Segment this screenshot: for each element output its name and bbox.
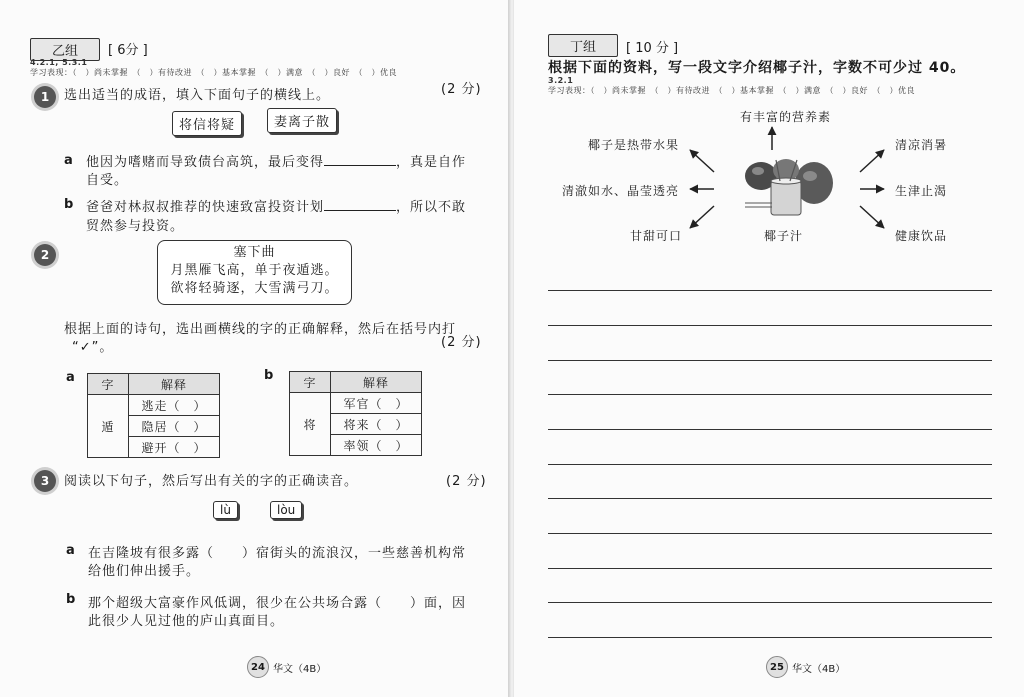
page-number-badge: 24 [247,656,269,678]
table-a-option-2[interactable]: 隐居（ ） [129,416,220,437]
q1-b-blank[interactable] [324,198,396,211]
arrow-upright-icon [860,150,884,172]
q2-points: (2 分) [441,335,482,350]
group-label: 丁组 [548,34,618,57]
q1-points: (2 分) [441,82,482,97]
left-page [0,0,510,697]
mindmap-graphics [514,0,1024,260]
q3-b-line1: 那个超级大富豪作风低调，很少在公共场合露（ ）面，因 [88,596,467,611]
score-label: [ 6分 ] [108,43,148,58]
q3-a-line1: 在吉隆坡有很多露（ ）宿街头的流浪汉，一些慈善机构常 [88,546,467,561]
table-a-head-char: 字 [88,374,129,395]
mindmap-top: 有丰富的营养素 [740,110,832,124]
task-instruction: 根据下面的资料，写一段文字介绍椰子汁，字数不可少过 40。 [548,60,966,76]
word-option-1: 将信将疑 [172,111,242,136]
mindmap-right-top: 清凉消暑 [895,138,948,152]
table-a-char: 遁 [88,395,129,458]
writing-line[interactable] [548,325,992,326]
pinyin-option-2: lòu [270,501,302,519]
q3-b-label: b [66,592,76,607]
table-b-option-2[interactable]: 将来（ ） [331,414,422,435]
q1-a-line2: 自受。 [86,173,129,188]
q3-a-line2: 给他们伸出援手。 [88,564,201,579]
q2-prompt-line2: “✓”。 [72,340,114,355]
table-b-option-3[interactable]: 率领（ ） [331,435,422,456]
mindmap-center: 椰子汁 [764,229,804,243]
table-b-head-char: 字 [290,372,331,393]
poem-box [157,240,352,305]
table-a-label: a [66,370,75,385]
rating-row: 学习表现：（ ）尚未掌握 （ ）有待改进 （ ）基本掌握 （ ）满意 （ ）良好 （ ）优良 [548,86,915,95]
mindmap-left-mid: 清澈如水、晶莹透亮 [562,184,680,198]
q1-b-line2: 贸然参与投资。 [86,219,185,234]
table-a-option-1[interactable]: 逃走（ ） [129,395,220,416]
right-page [514,0,1024,697]
arrow-downleft-icon [690,206,714,228]
mindmap-left-top: 椰子是热带水果 [588,138,680,152]
q3-prompt: 阅读以下句子，然后写出有关的字的正确读音。 [64,474,359,489]
q2-prompt-line1: 根据上面的诗句，选出画横线的字的正确解释，然后在括号内打 [64,322,457,337]
writing-line[interactable] [548,602,992,603]
standard-codes: 4.2.1, 5.3.1 [30,58,88,67]
mindmap-left-bottom: 甘甜可口 [630,229,683,243]
table-b-option-1[interactable]: 军官（ ） [331,393,422,414]
mindmap-right-mid: 生津止渴 [895,184,948,198]
arrow-upleft-icon [690,150,714,172]
page-number-badge: 25 [766,656,788,678]
q1-a-text-post: ，真是自作 [396,155,467,170]
q1-a-line1 [86,151,466,170]
score-label: [ 10 分 ] [626,41,679,56]
writing-line[interactable] [548,290,992,291]
group-label: 乙组 [30,38,100,61]
writing-line[interactable] [548,429,992,430]
table-b-head-explain: 解释 [331,372,422,393]
poem-line-2: 欲将轻骑逐，大雪满弓刀。 [170,281,339,296]
q1-a-blank[interactable] [324,153,396,166]
arrow-downright-icon [860,206,884,228]
q1-b-label: b [64,197,74,212]
coconut-juice-icon [745,159,833,215]
writing-line[interactable] [548,360,992,361]
question-number-2: 2 [34,244,56,266]
mindmap-right-bottom: 健康饮品 [895,229,948,243]
q1-b-line1 [86,196,466,215]
rating-row: 学习表现：（ ）尚未掌握 （ ）有待改进 （ ）基本掌握 （ ）满意 （ ）良好 （ ）优良 [30,68,397,77]
q1-prompt: 选出适当的成语，填入下面句子的横线上。 [64,88,331,103]
q1-a-text-pre: 他因为嗜赌而导致债台高筑，最后变得 [86,155,325,170]
q3-a-label: a [66,543,75,558]
q3-b-line2: 此很少人见过他的庐山真面目。 [88,614,285,629]
table-a-head-explain: 解释 [129,374,220,395]
pinyin-option-1: lù [213,501,238,519]
writing-line[interactable] [548,533,992,534]
writing-line[interactable] [548,637,992,638]
poem-title: 塞下曲 [233,245,276,260]
answer-table-b [289,371,422,456]
table-a-option-3[interactable]: 避开（ ） [129,437,220,458]
q1-b-text-post: ，所以不敢 [396,200,467,215]
writing-line[interactable] [548,568,992,569]
writing-line[interactable] [548,394,992,395]
q1-b-text-pre: 爸爸对林叔叔推荐的快速致富投资计划 [86,200,325,215]
poem-line-1: 月黑雁飞高，单于夜遁逃。 [170,263,339,278]
question-number-3: 3 [34,470,56,492]
writing-line[interactable] [548,498,992,499]
footer-subject: 华文（4B） [273,664,327,675]
writing-line[interactable] [548,464,992,465]
footer-subject: 华文（4B） [792,664,846,675]
word-option-2: 妻离子散 [267,108,337,133]
standard-codes: 3.2.1 [548,76,574,85]
q1-a-label: a [64,153,73,168]
answer-table-a [87,373,220,458]
table-b-label: b [264,368,274,383]
table-b-char: 将 [290,393,331,456]
q3-points: (2 分) [446,474,487,489]
question-number-1: 1 [34,86,56,108]
